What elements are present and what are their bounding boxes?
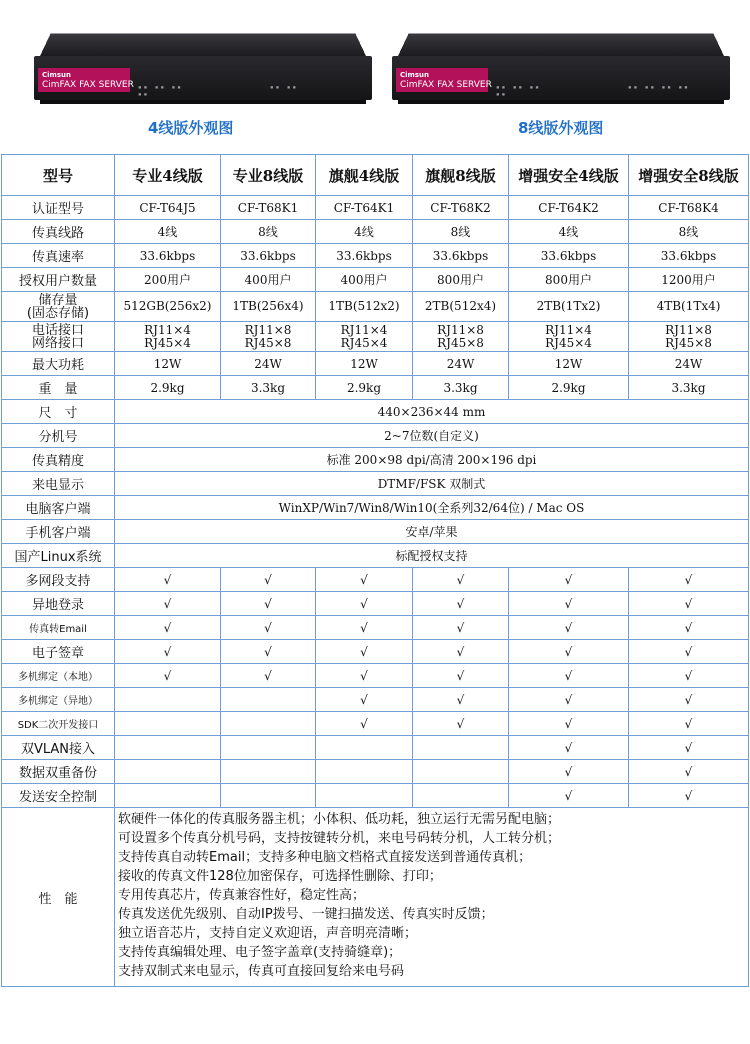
row-label: [2, 292, 115, 322]
edition-header: 专业4线版: [115, 155, 221, 196]
spec-value: 24W: [413, 352, 509, 376]
edition-header: 旗舰4线版: [316, 155, 413, 196]
spec-value: 3.3kg: [221, 376, 316, 400]
device-name: CimFAX FAX SERVER: [400, 80, 492, 90]
performance-line: 支持传真编辑处理、电子签字盖章(支持骑缝章)；: [118, 945, 402, 960]
spec-value: 3.3kg: [629, 376, 749, 400]
check-mark: √: [509, 760, 629, 784]
check-mark: √: [115, 616, 221, 640]
check-mark: √: [221, 616, 316, 640]
feature-row: [2, 568, 749, 592]
port-value: [509, 322, 629, 352]
feature-row: [2, 784, 749, 808]
feature-label: 电子签章: [2, 640, 115, 664]
common-spec-row: [2, 400, 749, 424]
check-mark: √: [115, 592, 221, 616]
common-spec-row: [2, 520, 749, 544]
check-mark: √: [509, 664, 629, 688]
check-mark: √: [629, 784, 749, 808]
port-value: [316, 322, 413, 352]
caption-4-line: 4线版外观图: [148, 119, 234, 137]
ports-row: [2, 322, 749, 352]
feature-label: 异地登录: [2, 592, 115, 616]
check-mark: √: [316, 592, 413, 616]
spec-value: 400用户: [316, 268, 413, 292]
spec-row: [2, 196, 749, 220]
common-spec-value: 标准 200×98 dpi/高清 200×196 dpi: [115, 448, 749, 472]
spec-value: CF-T64K1: [316, 196, 413, 220]
empty-cell: [115, 712, 221, 736]
network-port-value: RJ45×4: [545, 335, 592, 350]
spec-value: 33.6kbps: [115, 244, 221, 268]
empty-cell: [221, 784, 316, 808]
spec-value: 4线: [509, 220, 629, 244]
feature-row: [2, 664, 749, 688]
row-label: 尺 寸: [2, 400, 115, 424]
check-mark: √: [629, 760, 749, 784]
spec-value: CF-T68K1: [221, 196, 316, 220]
product-images: [0, 0, 750, 155]
empty-cell: [221, 736, 316, 760]
spec-value: 2.9kg: [316, 376, 413, 400]
performance-line: 独立语音芯片，支持自定义欢迎语，声音明亮清晰；: [118, 926, 418, 941]
common-spec-value: 安卓/苹果: [115, 520, 749, 544]
feature-label: 传真转Email: [2, 616, 115, 640]
model-header: 型号: [2, 155, 115, 196]
storage-value: 2TB(512x4): [413, 292, 509, 322]
common-spec-row: [2, 472, 749, 496]
row-label: 最大功耗: [2, 352, 115, 376]
spec-value: 4线: [316, 220, 413, 244]
check-mark: √: [629, 616, 749, 640]
check-mark: √: [316, 640, 413, 664]
check-mark: √: [413, 640, 509, 664]
empty-cell: [115, 760, 221, 784]
check-mark: √: [509, 784, 629, 808]
edition-header: 增强安全8线版: [629, 155, 749, 196]
storage-row: [2, 292, 749, 322]
fax-server-8-line-image: Cimsun CimFAX FAX SERVER ▪▪ ▪▪ ▪▪ ▪▪ ▪▪ ▪▪ ▪▪ ▪▪: [392, 28, 730, 110]
storage-sublabel: (固态存储): [26, 305, 90, 321]
check-mark: √: [316, 712, 413, 736]
feature-row: [2, 736, 749, 760]
spec-value: 2.9kg: [509, 376, 629, 400]
spec-row: [2, 376, 749, 400]
spec-value: CF-T68K4: [629, 196, 749, 220]
spec-value: 24W: [221, 352, 316, 376]
common-spec-row: [2, 496, 749, 520]
phone-port-value: RJ11×4: [144, 322, 191, 337]
spec-value: 33.6kbps: [413, 244, 509, 268]
performance-line: 可设置多个传真分机号码，支持按键转分机，来电号码转分机，人工转分机；: [118, 831, 561, 846]
row-label: 电脑客户端: [2, 496, 115, 520]
spec-row: [2, 352, 749, 376]
network-port-value: RJ45×4: [340, 335, 388, 350]
edition-header: 专业8线版: [221, 155, 316, 196]
check-mark: √: [629, 712, 749, 736]
check-mark: √: [509, 616, 629, 640]
performance-row: [2, 808, 749, 987]
phone-port-label: 电话接口: [31, 322, 84, 338]
spec-table: [1, 154, 749, 987]
phone-port-value: RJ11×8: [665, 322, 712, 337]
feature-label: 发送安全控制: [2, 784, 115, 808]
spec-value: CF-T68K2: [413, 196, 509, 220]
spec-value: 800用户: [413, 268, 509, 292]
spec-value: 200用户: [115, 268, 221, 292]
feature-label: SDK二次开发接口: [2, 712, 115, 736]
feature-label: 双VLAN接入: [2, 736, 115, 760]
check-mark: √: [413, 664, 509, 688]
check-mark: √: [221, 640, 316, 664]
check-mark: √: [629, 640, 749, 664]
feature-label: 多机绑定（异地）: [2, 688, 115, 712]
check-mark: √: [509, 712, 629, 736]
header-row: [2, 155, 749, 196]
empty-cell: [221, 712, 316, 736]
spec-value: 33.6kbps: [316, 244, 413, 268]
check-mark: √: [115, 568, 221, 592]
port-value: [629, 322, 749, 352]
spec-value: 8线: [221, 220, 316, 244]
row-label: 手机客户端: [2, 520, 115, 544]
empty-cell: [413, 736, 509, 760]
spec-row: [2, 220, 749, 244]
storage-label: 储存量: [38, 292, 78, 308]
device-logo: Cimsun: [42, 71, 71, 79]
check-mark: √: [221, 664, 316, 688]
check-mark: √: [509, 592, 629, 616]
row-label: 来电显示: [2, 472, 115, 496]
storage-value: 512GB(256x2): [115, 292, 221, 322]
spec-value: 12W: [316, 352, 413, 376]
check-mark: √: [629, 568, 749, 592]
check-mark: √: [221, 568, 316, 592]
check-mark: √: [413, 712, 509, 736]
device-logo: Cimsun: [400, 71, 429, 79]
spec-value: 33.6kbps: [629, 244, 749, 268]
spec-value: 12W: [509, 352, 629, 376]
check-mark: √: [509, 688, 629, 712]
feature-label: 多机绑定（本地）: [2, 664, 115, 688]
spec-value: 400用户: [221, 268, 316, 292]
empty-cell: [316, 760, 413, 784]
phone-port-value: RJ11×4: [340, 322, 388, 337]
network-port-value: RJ45×8: [437, 335, 484, 350]
spec-row: [2, 268, 749, 292]
common-spec-value: 标配授权支持: [115, 544, 749, 568]
port-value: [413, 322, 509, 352]
spec-value: 2.9kg: [115, 376, 221, 400]
spec-value: 8线: [629, 220, 749, 244]
network-port-value: RJ45×8: [244, 335, 292, 350]
feature-row: [2, 616, 749, 640]
edition-header: 旗舰8线版: [413, 155, 509, 196]
phone-port-value: RJ11×8: [437, 322, 484, 337]
spec-value: 33.6kbps: [221, 244, 316, 268]
check-mark: √: [509, 640, 629, 664]
check-mark: √: [413, 616, 509, 640]
phone-port-value: RJ11×8: [244, 322, 292, 337]
performance-line: 支持传真自动转Email；支持多种电脑文档格式直接发送到普通传真机；: [118, 850, 532, 865]
check-mark: √: [629, 736, 749, 760]
spec-value: 1200用户: [629, 268, 749, 292]
performance-line: 软硬件一体化的传真服务器主机；小体积、低功耗，独立运行无需另配电脑；: [118, 812, 561, 827]
common-spec-value: 440×236×44 mm: [115, 400, 749, 424]
storage-value: 2TB(1Tx2): [509, 292, 629, 322]
row-label: 授权用户数量: [2, 268, 115, 292]
spec-value: CF-T64J5: [115, 196, 221, 220]
check-mark: √: [115, 640, 221, 664]
row-label: 传真线路: [2, 220, 115, 244]
empty-cell: [316, 736, 413, 760]
caption-8-line: 8线版外观图: [518, 119, 604, 137]
check-mark: √: [316, 688, 413, 712]
check-mark: √: [115, 664, 221, 688]
empty-cell: [413, 784, 509, 808]
common-spec-value: DTMF/FSK 双制式: [115, 472, 749, 496]
spec-value: 24W: [629, 352, 749, 376]
common-spec-row: [2, 424, 749, 448]
performance-line: 专用传真芯片，传真兼容性好，稳定性高；: [118, 888, 366, 903]
empty-cell: [115, 688, 221, 712]
storage-value: 4TB(1Tx4): [629, 292, 749, 322]
spec-value: CF-T64K2: [509, 196, 629, 220]
performance-line: 接收的传真文件128位加密保存，可选择性删除、打印；: [118, 869, 442, 884]
check-mark: √: [316, 664, 413, 688]
common-spec-value: WinXP/Win7/Win8/Win10(全系列32/64位) / Mac OS: [115, 496, 749, 520]
row-label: 传真精度: [2, 448, 115, 472]
storage-value: 1TB(256x4): [221, 292, 316, 322]
common-spec-value: 2~7位数(自定义): [115, 424, 749, 448]
check-mark: √: [629, 592, 749, 616]
feature-label: 多网段支持: [2, 568, 115, 592]
edition-header: 增强安全4线版: [509, 155, 629, 196]
storage-value: 1TB(512x2): [316, 292, 413, 322]
empty-cell: [316, 784, 413, 808]
port-value: [221, 322, 316, 352]
row-label: 传真速率: [2, 244, 115, 268]
spec-value: 12W: [115, 352, 221, 376]
row-label: 分机号: [2, 424, 115, 448]
performance-line: 支持双制式来电显示，传真可直接回复给来电号码: [118, 964, 405, 979]
network-port-label: 网络接口: [31, 335, 84, 351]
empty-cell: [413, 760, 509, 784]
performance-description: [115, 808, 749, 987]
performance-line: 传真发送优先级别、自动IP拨号、一键扫描发送、传真实时反馈；: [118, 907, 494, 922]
empty-cell: [221, 688, 316, 712]
spec-value: 33.6kbps: [509, 244, 629, 268]
check-mark: √: [509, 736, 629, 760]
feature-row: [2, 760, 749, 784]
row-label: 国产Linux系统: [2, 544, 115, 568]
device-name: CimFAX FAX SERVER: [42, 80, 134, 90]
spec-row: [2, 244, 749, 268]
feature-row: [2, 712, 749, 736]
performance-label: 性 能: [2, 808, 115, 987]
empty-cell: [115, 784, 221, 808]
check-mark: √: [509, 568, 629, 592]
empty-cell: [221, 760, 316, 784]
phone-port-value: RJ11×4: [545, 322, 592, 337]
network-port-value: RJ45×4: [144, 335, 191, 350]
feature-row: [2, 592, 749, 616]
spec-value: 4线: [115, 220, 221, 244]
network-port-value: RJ45×8: [665, 335, 712, 350]
feature-row: [2, 640, 749, 664]
spec-value: 800用户: [509, 268, 629, 292]
row-label: [2, 322, 115, 352]
row-label: 认证型号: [2, 196, 115, 220]
check-mark: √: [629, 664, 749, 688]
fax-server-4-line-image: Cimsun CimFAX FAX SERVER ▪▪ ▪▪ ▪▪ ▪▪ ▪▪ ▪▪: [34, 28, 372, 110]
check-mark: √: [413, 688, 509, 712]
common-spec-row: [2, 448, 749, 472]
spec-value: 3.3kg: [413, 376, 509, 400]
spec-value: 8线: [413, 220, 509, 244]
check-mark: √: [316, 568, 413, 592]
empty-cell: [115, 736, 221, 760]
feature-row: [2, 688, 749, 712]
check-mark: √: [629, 688, 749, 712]
check-mark: √: [413, 568, 509, 592]
feature-label: 数据双重备份: [2, 760, 115, 784]
check-mark: √: [316, 616, 413, 640]
check-mark: √: [221, 592, 316, 616]
row-label: 重 量: [2, 376, 115, 400]
check-mark: √: [413, 592, 509, 616]
common-spec-row: [2, 544, 749, 568]
port-value: [115, 322, 221, 352]
